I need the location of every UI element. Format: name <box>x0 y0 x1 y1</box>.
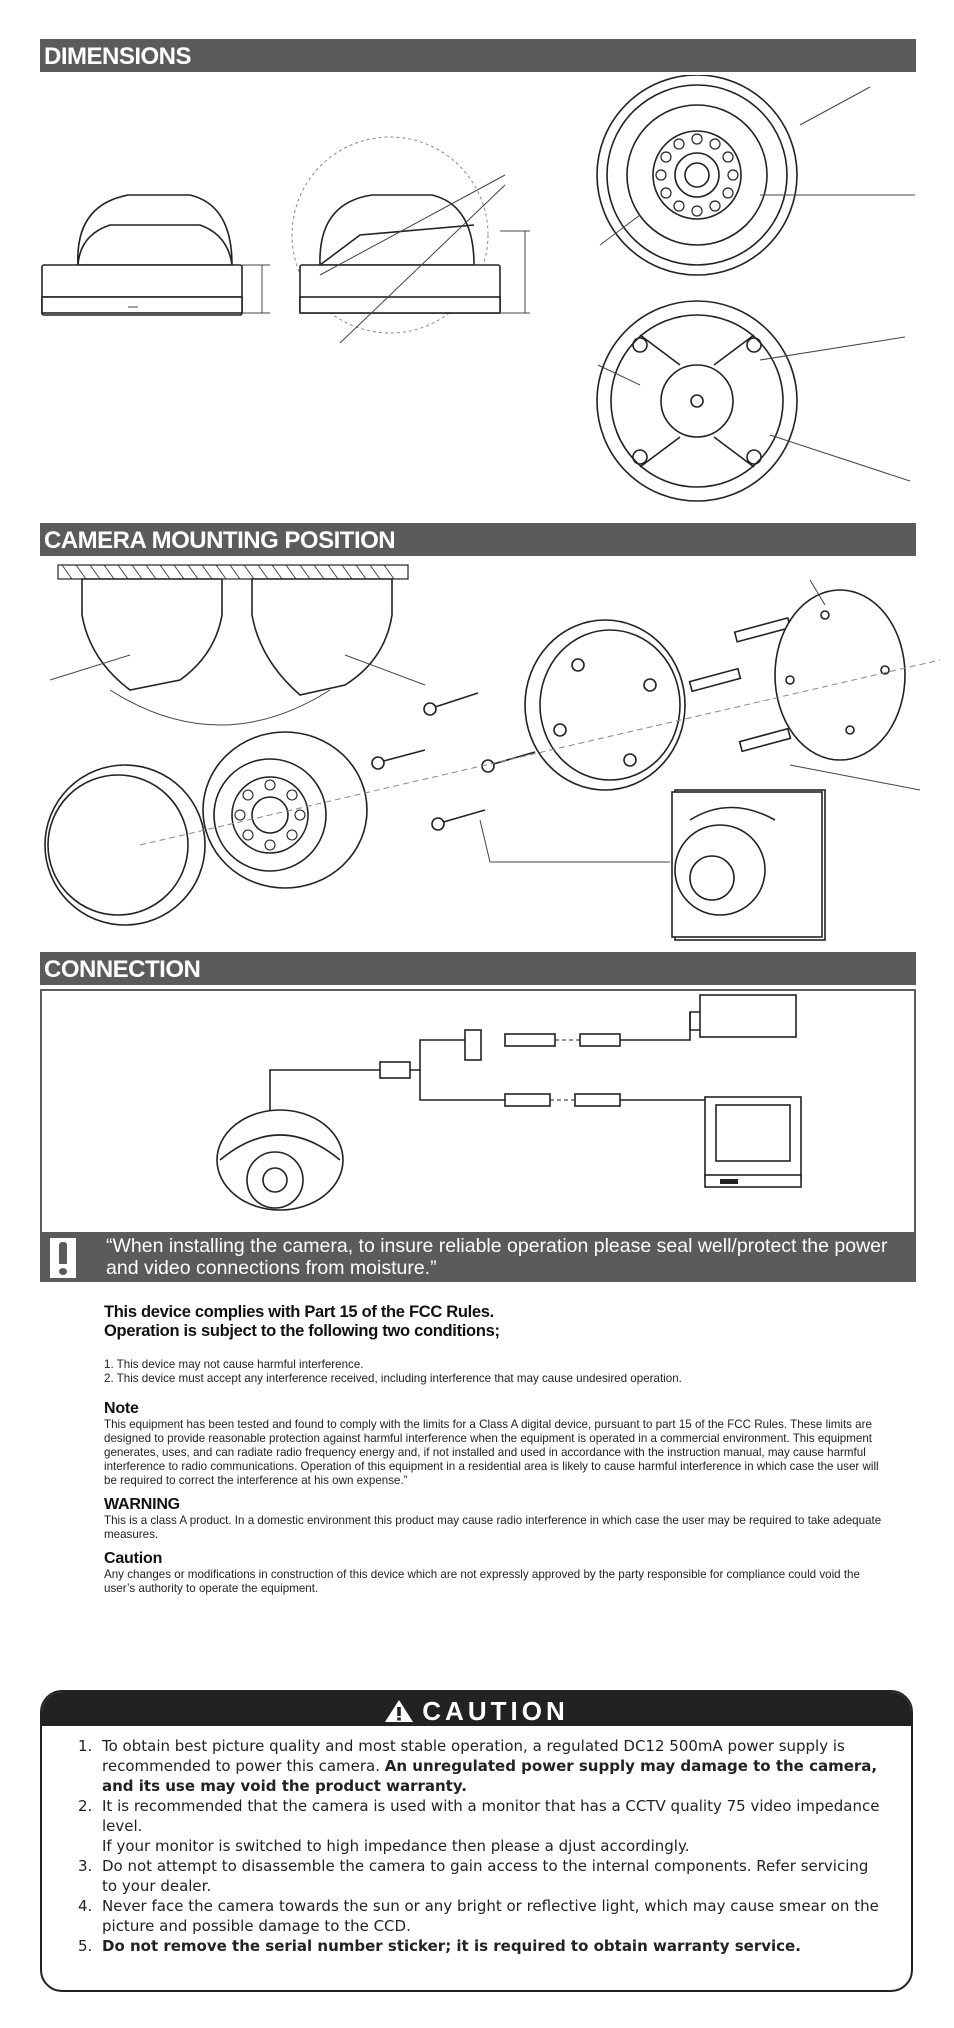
caution-item-number: 2. <box>78 1797 93 1815</box>
caution-box <box>40 1690 913 1992</box>
caution-item-number: 3. <box>78 1857 93 1875</box>
moisture-warning-banner <box>40 1232 916 1282</box>
fcc-condition-1: 1. This device may not cause harmful interference. <box>104 1358 364 1371</box>
dome-cover-illustration <box>45 765 205 925</box>
section-bar-mounting <box>40 523 916 556</box>
fcc-warning-title: WARNING <box>104 1496 180 1513</box>
caution-item-bold-text: An unregulated power supply may damage to the camera, and its use may void the product warranty. <box>102 1757 878 1795</box>
caution-list <box>78 1736 888 1956</box>
exclamation-icon <box>50 1238 76 1278</box>
camera-body-illustration <box>203 732 367 888</box>
caution-item-2 <box>78 1796 888 1856</box>
caution-item-text-2: If your monitor is switched to high impedance then please a djust accordingly. <box>102 1837 690 1855</box>
caution-item-text: Do not attempt to disassemble the camera to gain access to the internal components. Refer servicing to your dealer. <box>102 1857 869 1895</box>
section-bar-dimensions <box>40 39 916 72</box>
connection-diagram <box>0 990 954 1230</box>
dimensions-drawings <box>0 75 954 515</box>
wall-mount-illustration <box>672 790 825 940</box>
fcc-condition-2: 2. This device must accept any interference received, including interference that may cause undesired operation. <box>104 1372 682 1385</box>
fcc-caution-text: Any changes or modifications in construction of this device which are not expressly approved by the party responsible for compliance could void the user’s authority to operate the equipment. <box>104 1568 860 1595</box>
caution-header <box>42 1692 911 1726</box>
caution-item-number: 1. <box>78 1737 93 1755</box>
mounting-plate-illustration <box>775 580 920 790</box>
monitor-illustration <box>705 1097 801 1187</box>
camera-bottom-view-illustration <box>597 301 910 501</box>
caution-item-bold-text: Do not remove the serial number sticker; it is required to obtain warranty service. <box>102 1937 801 1955</box>
screws-illustration <box>372 693 535 830</box>
camera-angle-view-illustration <box>292 137 530 343</box>
mounting-base-illustration <box>525 620 685 790</box>
fcc-heading-line2: Operation is subject to the following two conditions; <box>104 1322 500 1340</box>
dome-camera-illustration <box>217 1110 343 1210</box>
fcc-note-title: Note <box>104 1400 139 1417</box>
caution-item-3 <box>78 1856 888 1896</box>
moisture-warning-text: “When installing the camera, to insure reliable operation please seal well/protect the power and video connections from moisture.” <box>106 1235 888 1279</box>
caution-item-text: Never face the camera towards the sun or any bright or reflective light, which may cause smear on the picture and possible damage to the CCD. <box>102 1897 879 1935</box>
camera-top-view-illustration <box>597 75 915 275</box>
camera-side-view-illustration <box>42 195 270 315</box>
fcc-heading-line1: This device complies with Part 15 of the FCC Rules. <box>104 1303 494 1321</box>
caution-item-5 <box>78 1936 888 1956</box>
ceiling-mount-illustration <box>50 565 425 725</box>
section-title-connection: CONNECTION <box>44 956 201 983</box>
fcc-note-text: This equipment has been tested and found to comply with the limits for a Class A digital device, pursuant to part 15 of the FCC Rules. These limits are designed to provide reasonable protection against harmful interference when the equipment is operated in a commercial environment. This equipment generates, uses, and can radiate radio frequency energy and, if not installed and used in accordance with the instruction manual, may cause harmful interference to radio communications. Operation of this equipment in a residential area is likely to cause harmful interference in which case the user will be required to correct the interference at his own expense.” <box>104 1418 879 1487</box>
caution-item-number: 4. <box>78 1897 93 1915</box>
fcc-warning-text: This is a class A product. In a domestic environment this product may cause radio interference in which case the user may be required to take adequate measures. <box>104 1514 882 1541</box>
caution-item-text: It is recommended that the camera is used with a monitor that has a CCTV quality 75 video impedance level. <box>102 1797 880 1835</box>
caution-title <box>42 1696 911 1727</box>
fcc-caution-title: Caution <box>104 1550 163 1567</box>
section-bar-connection <box>40 952 916 985</box>
section-title-dimensions: DIMENSIONS <box>44 43 192 70</box>
camera-cable-illustration <box>270 1012 705 1125</box>
caution-item-text: To obtain best picture quality and most stable operation, a regulated DC12 500mA power supply is recommended to power this camera. <box>102 1737 845 1775</box>
caution-item-4 <box>78 1896 888 1936</box>
caution-title-text: CAUTION <box>422 1696 569 1726</box>
caution-item-number: 5. <box>78 1937 93 1955</box>
fcc-statement <box>104 1303 884 1596</box>
warning-triangle-icon <box>384 1699 414 1723</box>
caution-item-1 <box>78 1736 888 1796</box>
mounting-drawings <box>0 560 954 950</box>
power-adapter-illustration <box>690 995 796 1037</box>
section-title-mounting: CAMERA MOUNTING POSITION <box>44 527 396 554</box>
